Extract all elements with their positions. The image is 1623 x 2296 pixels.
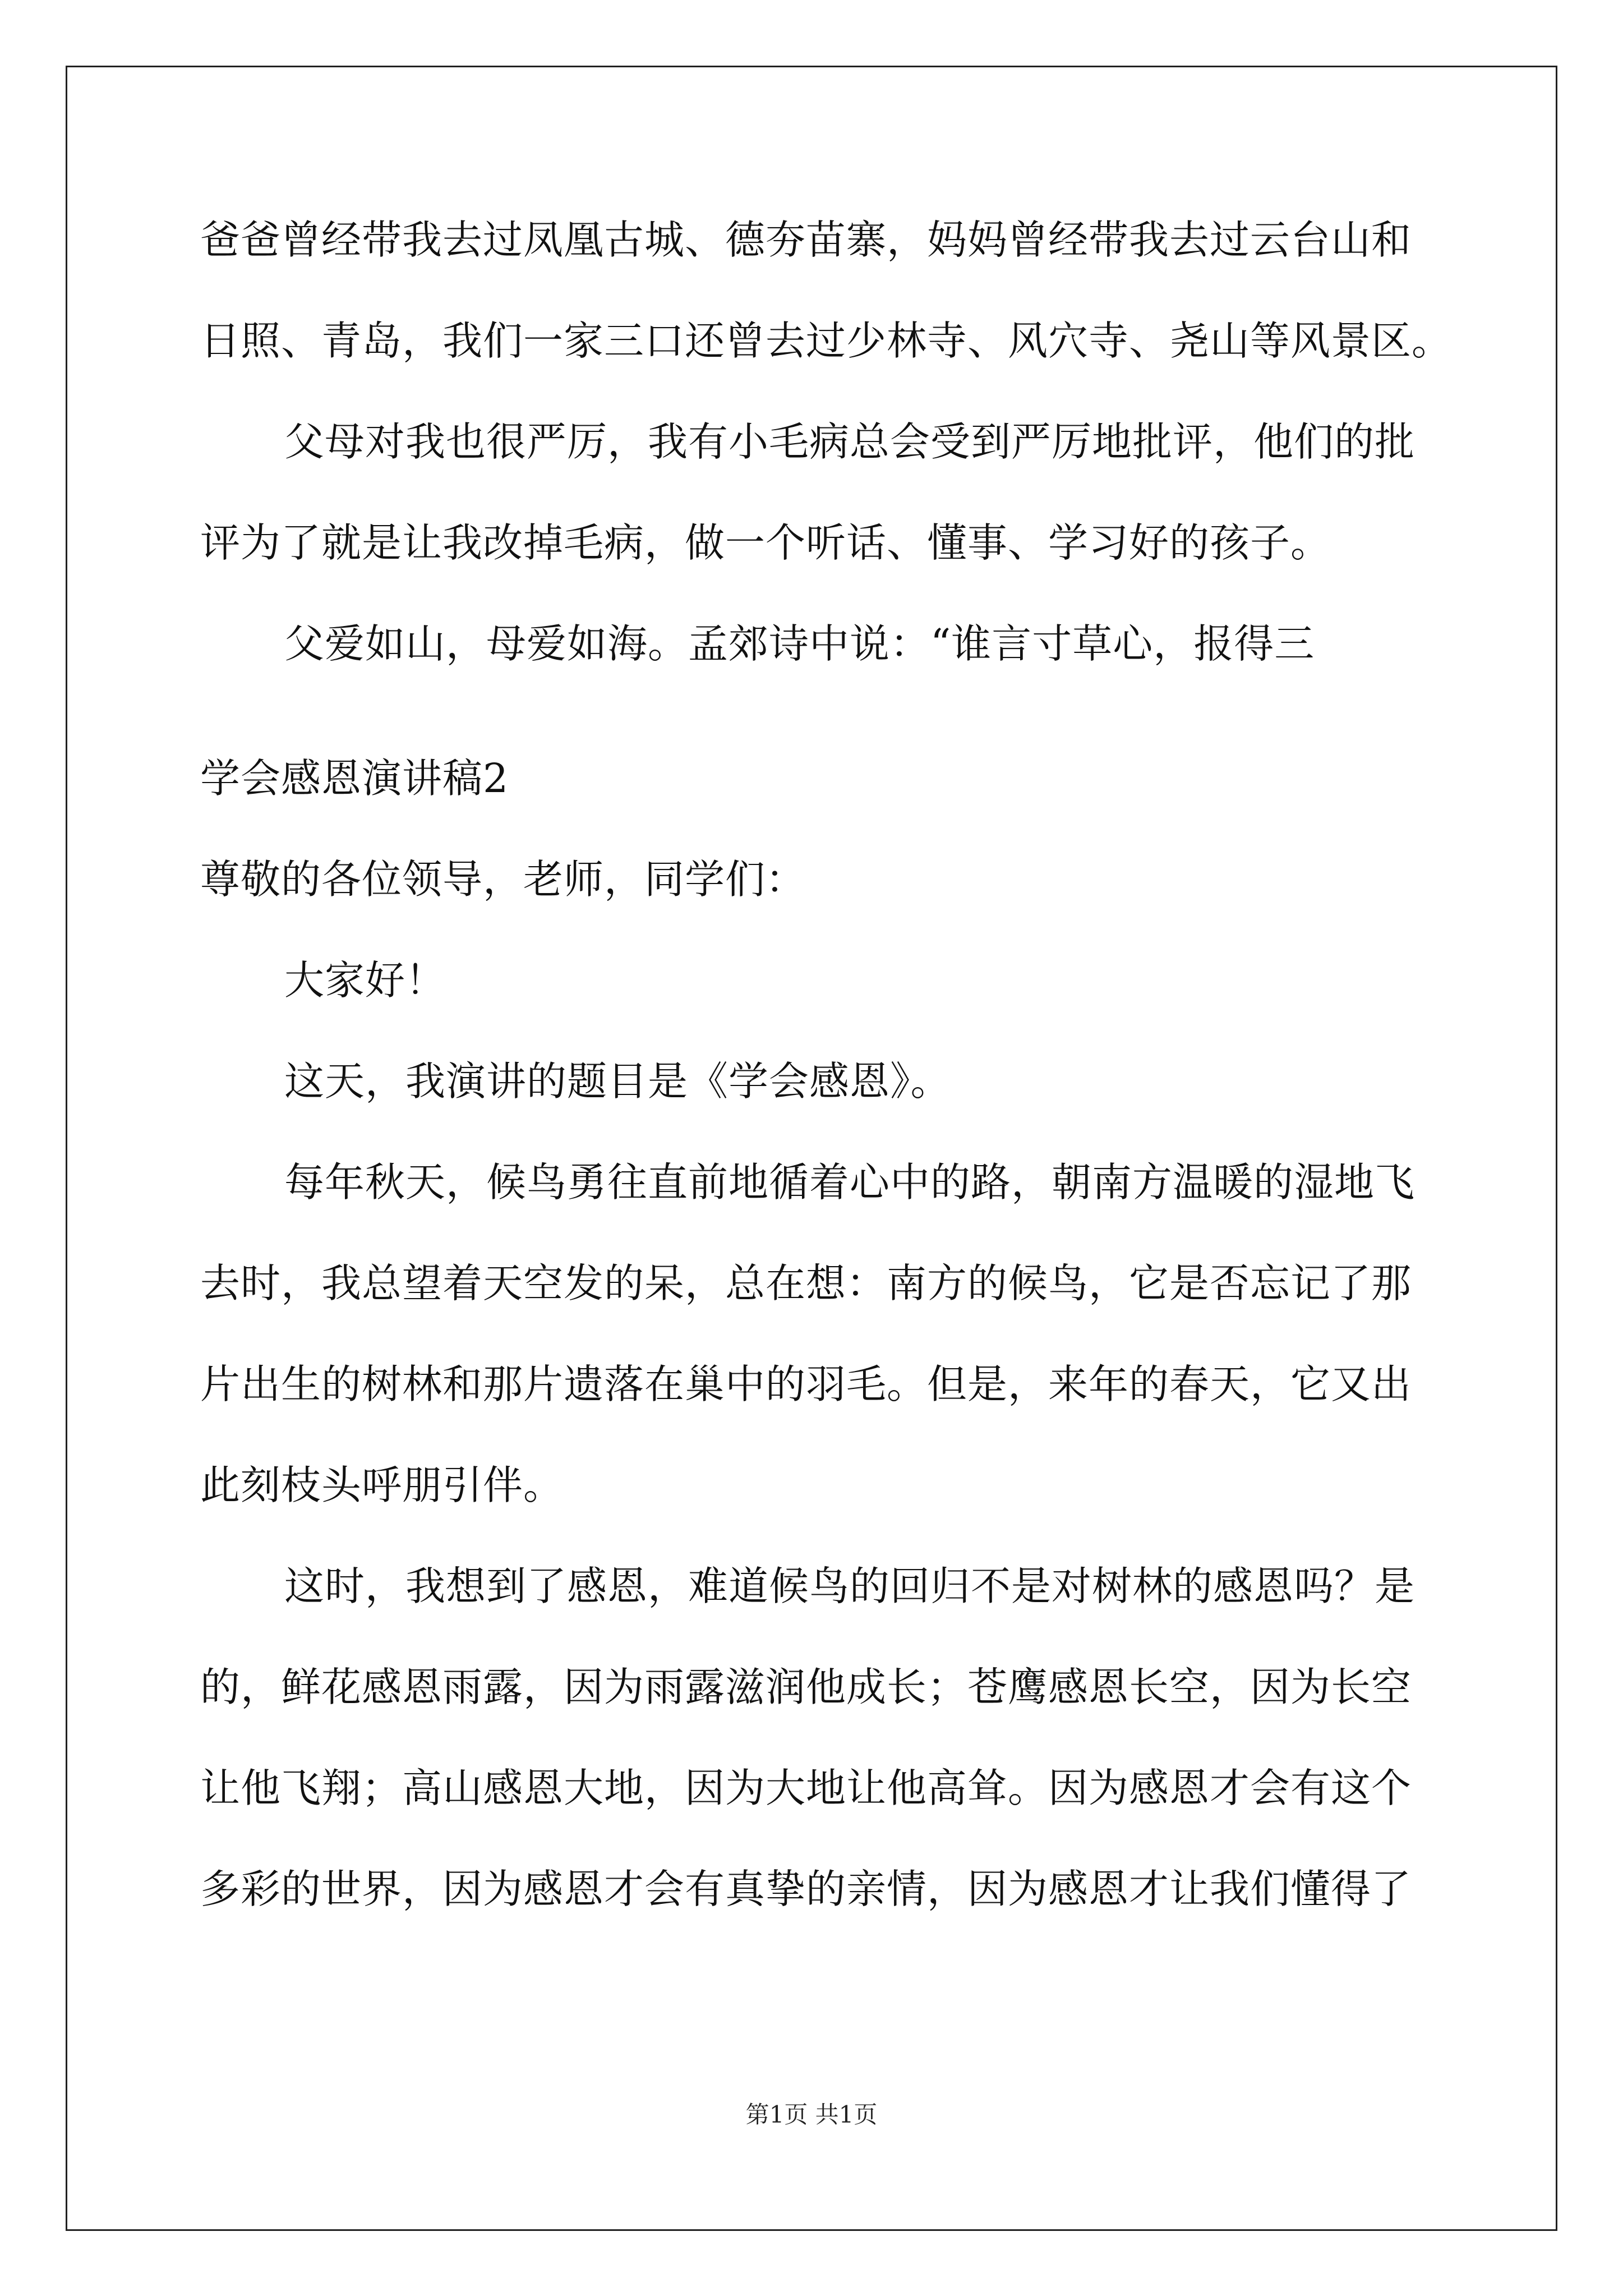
text-line: 让他飞翔；高山感恩大地，因为大地让他高耸。因为感恩才会有这个: [200, 1765, 1412, 1811]
text-line: 爸爸曾经带我去过凤凰古城、德夯苗寨，妈妈曾经带我去过云台山和: [200, 217, 1412, 263]
text-line: 父母对我也很严厉，我有小毛病总会受到严厉地批评，他们的批: [284, 418, 1415, 465]
text-line: 的，鲜花感恩雨露，因为雨露滋润他成长；苍鹰感恩长空，因为长空: [200, 1664, 1412, 1710]
text-line: 去时，我总望着天空发的呆，总在想：南方的候鸟，它是否忘记了那: [200, 1260, 1412, 1306]
text-line: 父爱如山，母爱如海。孟郊诗中说：“谁言寸草心，报得三: [284, 620, 1315, 667]
text-line: 此刻枝头呼朋引伴。: [200, 1462, 564, 1508]
text-line: 每年秋天，候鸟勇往直前地循着心中的路，朝南方温暖的湿地飞: [284, 1159, 1415, 1205]
salutation: 尊敬的各位领导，老师，同学们：: [200, 856, 806, 903]
greeting: 大家好！: [284, 957, 446, 1004]
section-title: 学会感恩演讲稿2: [200, 755, 509, 802]
text-line: 评为了就是让我改掉毛病，做一个听话、懂事、学习好的孩子。: [200, 519, 1331, 566]
text-line: 这天，我演讲的题目是《学会感恩》。: [284, 1058, 951, 1105]
text-line: 日照、青岛，我们一家三口还曾去过少林寺、风穴寺、尧山等风景区。: [200, 318, 1453, 364]
text-line: 这时，我想到了感恩，难道候鸟的回归不是对树林的感恩吗？是: [284, 1563, 1415, 1609]
page-footer: 第1页 共1页: [745, 2101, 878, 2128]
text-line: 多彩的世界，因为感恩才会有真挚的亲情，因为感恩才让我们懂得了: [200, 1866, 1412, 1912]
text-line: 片出生的树林和那片遗落在巢中的羽毛。但是，来年的春天，它又出: [200, 1361, 1412, 1407]
